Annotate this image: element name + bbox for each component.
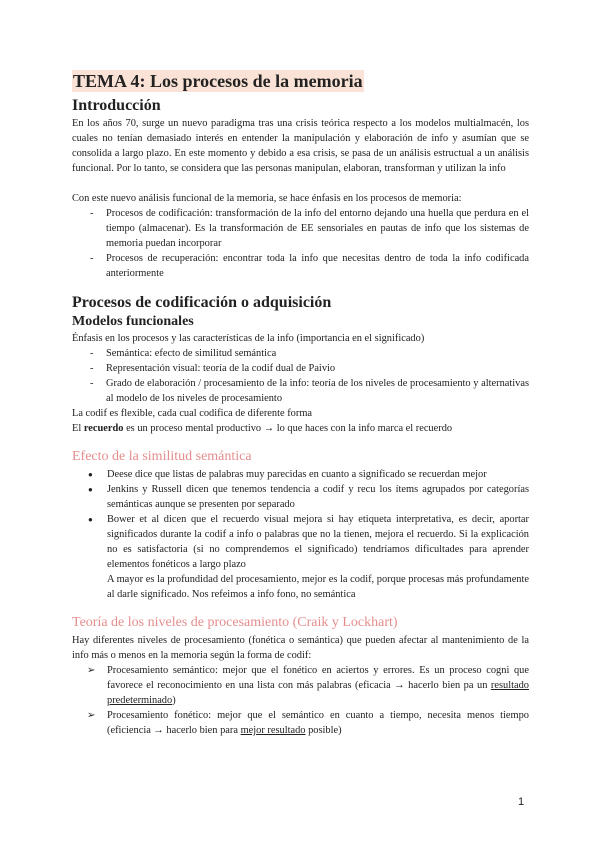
list-item: ● Jenkins y Russell dicen que tenemos tendencia a codif y recu los ítems agrupados por categorías semánticas aunque se presenten por separado: [72, 482, 529, 512]
page-number: 1: [518, 796, 525, 808]
intro-emphasis: Con este nuevo análisis funcional de la memoria, se hace énfasis en los procesos de memoria:: [72, 193, 462, 204]
levels-heading: Teoría de los niveles de procesamiento (Craik y Lockhart): [72, 615, 398, 630]
levels-list: [72, 663, 529, 738]
document-page: [72, 70, 529, 738]
list-item: ● Bower et al dicen que el recuerdo visual mejora si hay etiqueta interpretativa, es decir, aportar significados durante la codif a info o palabras que no la tienen, mejora el recuerdo. Si la explicación no es satisfactoria (si no comprendemos el significado) tendríamos dificultades para aprender elementos fonéticos a largo plazo: [72, 512, 529, 572]
list-item: - Grado de elaboración / procesamiento de la info: teoría de los niveles de procesamiento y alternativas al modelo de los niveles de procesamiento: [72, 376, 529, 406]
list-item: ● Deese dice que listas de palabras muy parecidas en cuanto a significado se recuerdan mejor: [72, 467, 529, 482]
intro-heading: Introducción: [72, 97, 161, 114]
intro-list: [72, 206, 529, 281]
similarity-note: A mayor es la profundidad del procesamiento, mejor es la codif, porque procesas más profundamente al darle significado. Nos refeimos a info fono, no semántica: [107, 574, 529, 600]
coding-flex: La codif es flexible, cada cual codifica de diferente forma: [72, 408, 313, 419]
list-item: ➢ Procesamiento fonético: mejor que el semántico en cuanto a tiempo, necesita menos tiempo (eficiencia → hacerlo bien para mejor resultado posible): [72, 708, 529, 738]
levels-lead: Hay diferentes niveles de procesamiento (fonética o semántica) que pueden afectar al mantenimiento de la info más o menos en la memoria según la forma de codif:: [72, 635, 529, 661]
coding-subheading: Modelos funcionales: [72, 314, 194, 329]
intro-paragraph: En los años 70, surge un nuevo paradigma tras una crisis teórica respecto a los modelos multialmacén, los cuales no tenían demasiado interés en entender la manipulación y elaboración de info y asumían que se consolida a largo plazo. En este momento y debido a esa crisis, se pasa de un análisis estructual a un análisis funcional. Por lo tanto, se considera que las personas manipulan, elaboran, transforman y utilizan la info: [72, 118, 529, 174]
similarity-list: [72, 467, 529, 572]
list-item: ➢ Procesamiento semántico: mejor que el fonético en aciertos y errores. Es un proceso cogni que favorece el reconocimiento en una lista con más palabras (eficacia → hacerlo bien pa un resultado predeterminado): [72, 663, 529, 708]
list-item: - Representación visual: teoría de la codif dual de Paivio: [72, 361, 529, 376]
list-item: - Procesos de recuperación: encontrar toda la info que necesitas dentro de toda la info codificada anteriormente: [72, 251, 529, 281]
coding-list: [72, 346, 529, 406]
coding-heading: Procesos de codificación o adquisición: [72, 294, 332, 311]
similarity-heading: Efecto de la similitud semántica: [72, 449, 252, 464]
list-item: - Procesos de codificación: transformación de la info del entorno dejando una huella que perdura en el tiempo (almacenar). Es la transformación de EE sensoriales en pautas de info que los sistemas de memoria puedan incorporar: [72, 206, 529, 251]
coding-recall: El recuerdo es un proceso mental productivo → lo que haces con la info marca el recuerdo: [72, 423, 453, 434]
recall-bold: recuerdo: [83, 423, 124, 434]
page-title: TEMA 4: Los procesos de la memoria: [73, 71, 363, 91]
list-item: - Semántica: efecto de similitud semántica: [72, 346, 529, 361]
coding-lead: Énfasis en los procesos y las características de la info (importancia en el significado): [72, 333, 425, 344]
